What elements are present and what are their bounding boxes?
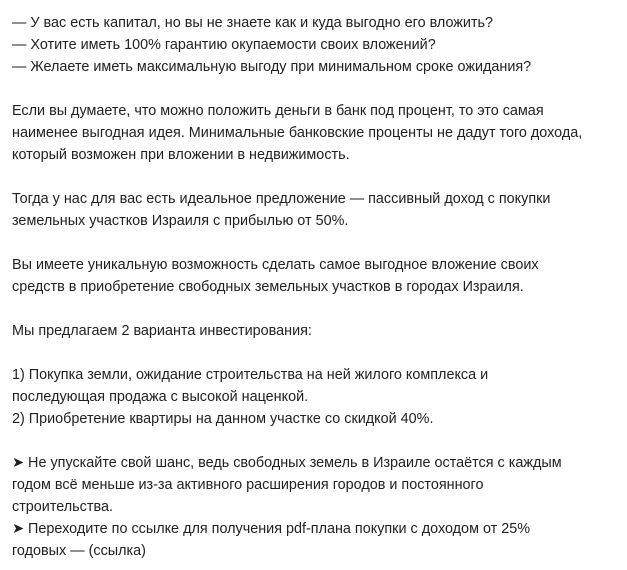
text-line: который возможен при вложении в недвижимость. <box>12 147 350 163</box>
variant-line: 1) Покупка земли, ожидание строительства на ней жилого комплекса и <box>12 367 489 383</box>
bank-paragraph <box>12 100 615 166</box>
variants-list <box>12 364 615 430</box>
text-line: Мы предлагаем 2 варианта инвестирования: <box>12 323 312 339</box>
bullet-line: годом всё меньше из-за активного расширения городов и постоянного <box>12 477 484 493</box>
variant-line: последующая продажа с высокой наценкой. <box>12 389 309 405</box>
bullets-paragraph <box>12 452 615 562</box>
question-line: — У вас есть капитал, но вы не знаете как и куда выгодно его вложить? <box>12 15 494 31</box>
variants-intro <box>12 320 615 342</box>
opportunity-paragraph <box>12 254 615 298</box>
last-line <box>12 540 615 562</box>
text-line: наименее выгодная идея. Минимальные банковские проценты не дадут того дохода, <box>12 125 583 141</box>
last-line-text: годовых — <box>12 543 89 559</box>
bullet-line: ➤ Не упускайте свой шанс, ведь свободных земель в Израиле остаётся с каждым <box>12 455 562 471</box>
text-line: Тогда у нас для вас есть идеальное предложение — пассивный доход с покупки <box>12 191 551 207</box>
text-line: Вы имеете уникальную возможность сделать самое выгодное вложение своих <box>12 257 539 273</box>
text-line: Если вы думаете, что можно положить деньги в банк под процент, то это самая <box>12 103 544 119</box>
offer-paragraph <box>12 188 615 232</box>
pdf-plan-link[interactable]: (ссылка) <box>88 543 146 559</box>
questions-paragraph <box>12 12 615 78</box>
text-line: средств в приобретение свободных земельных участков в городах Израиля. <box>12 279 524 295</box>
question-line: — Хотите иметь 100% гарантию окупаемости своих вложений? <box>12 37 436 53</box>
text-line: земельных участков Израиля с прибылью от 50%. <box>12 213 349 229</box>
bullet-line: ➤ Переходите по ссылке для получения pdf-плана покупки с доходом от 25% <box>12 521 531 537</box>
question-line: — Желаете иметь максимальную выгоду при минимальном сроке ожидания? <box>12 59 532 75</box>
variant-line: 2) Приобретение квартиры на данном участке со скидкой 40%. <box>12 411 434 427</box>
bullet-line: строительства. <box>12 499 113 515</box>
